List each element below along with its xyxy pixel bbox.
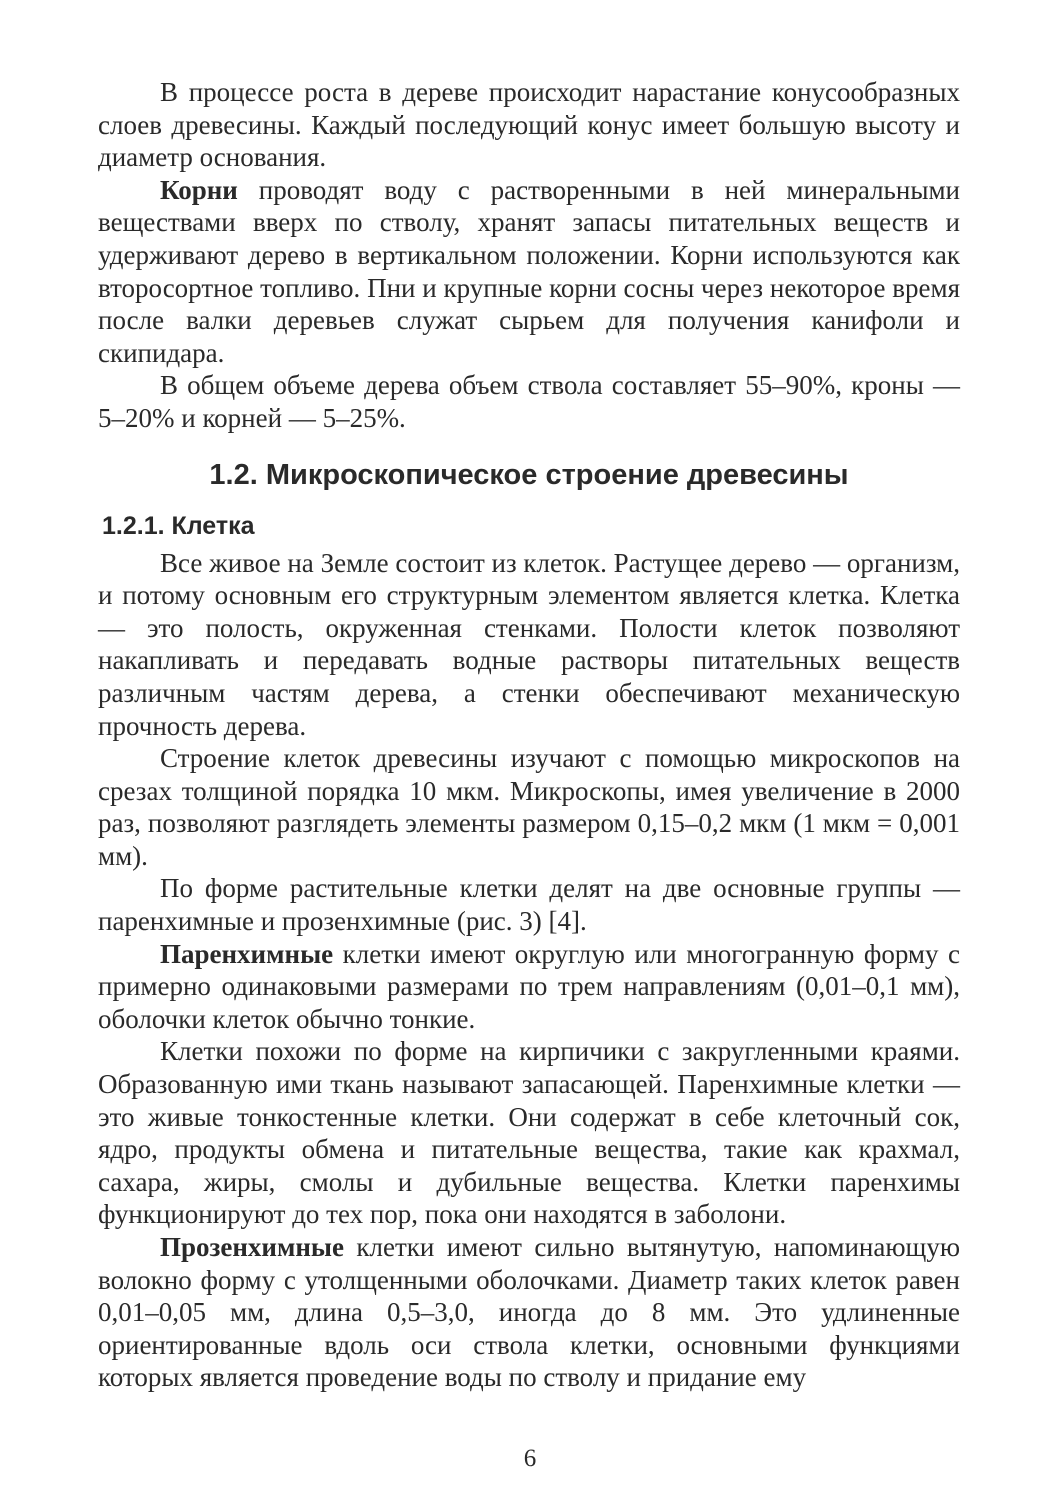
paragraph-text: клетки имеют сильно вытянутую, напоминающую волокно форму с утолщенными оболочками. Диаметр таких клеток равен 0,01–0,05 мм, длина 0,5–3,0, иногда до 8 мм. Это удлиненные ориентированные вдоль оси ствола клетки, основными функциями которых является проведение воды по стволу и придание ему (98, 1232, 960, 1393)
paragraph-parenchyma (98, 938, 960, 1036)
section-heading: 1.2. Микроскопическое строение древесины (209, 458, 849, 491)
subsection-heading: 1.2.1. Клетка (102, 511, 255, 540)
paragraph-text: проводят воду с растворенными в ней минеральными веществами вверх по стволу, хранят запасы питательных веществ и удерживают дерево в вертикальном положении. Корни используются как второсортное топливо. Пни и крупные корни сосны через некоторое время после валки деревьев служат сырьем для получения канифоли и скипидара. (98, 174, 960, 368)
paragraph-text: В общем объеме дерева объем ствола составляет 55–90%, кроны — 5–20% и корней — 5–25%. (98, 370, 960, 433)
page-number: 6 (523, 1445, 537, 1472)
paragraph-cell-groups (98, 872, 960, 937)
paragraph-text: Строение клеток древесины изучают с помощью микроскопов на срезах толщиной порядка 10 мкм. Микроскопы, имея увеличение в 2000 раз, позволяют разглядеть элементы размером 0,15–0,2 мкм (1 мкм = 0,001 мм). (98, 743, 960, 871)
paragraph-volume-share (98, 369, 960, 434)
paragraph-text: В процессе роста в дереве происходит нарастание конусообразных слоев древесины. Каждый последующий конус имеет большую высоту и диаметр основания. (98, 77, 960, 173)
term-parenchyma: Паренхимные (160, 938, 334, 969)
term-roots: Корни (160, 174, 238, 205)
term-prosenchyma: Прозенхимные (160, 1232, 344, 1262)
paragraph-roots (98, 174, 960, 370)
paragraph-text: По форме растительные клетки делят на две основные группы — паренхимные и прозенхимные (рис. 3) [4]. (98, 873, 960, 937)
paragraph-cells-intro (98, 547, 960, 743)
paragraph-text: Клетки похожи по форме на кирпичики с закругленными краями. Образованную ими ткань называют запасающей. Паренхимные клетки — это живые тонкостенные клетки. Они содержат в себе клеточный сок, ядро, продукты обмена и питательные вещества, такие как крахмал, сахара, жиры, смолы и дубильные вещества. Клетки паренхимы функционируют до тех пор, пока они находятся в заболони. (98, 1036, 960, 1230)
paragraph-text: клетки имеют округлую или многогранную форму с примерно одинаковыми размерами по трем направлениям (0,01–0,1 мм), оболочки клеток обычно тонкие. (98, 938, 960, 1034)
paragraph-text: Все живое на Земле состоит из клеток. Растущее дерево — организм, и потому основным его структурным элементом является клетка. Клетка — это полость, окруженная стенками. Полости клеток позволяют накапливать и передавать водные растворы питательных веществ различным частям дерева, а стенки обеспечивают механическую прочность дерева. (98, 547, 960, 741)
paragraph-parenchyma-details (98, 1035, 960, 1231)
paragraph-microscopy (98, 742, 960, 872)
paragraph-cone-layers (98, 76, 960, 174)
paragraph-prosenchyma (98, 1231, 960, 1394)
document-page (98, 76, 960, 1394)
